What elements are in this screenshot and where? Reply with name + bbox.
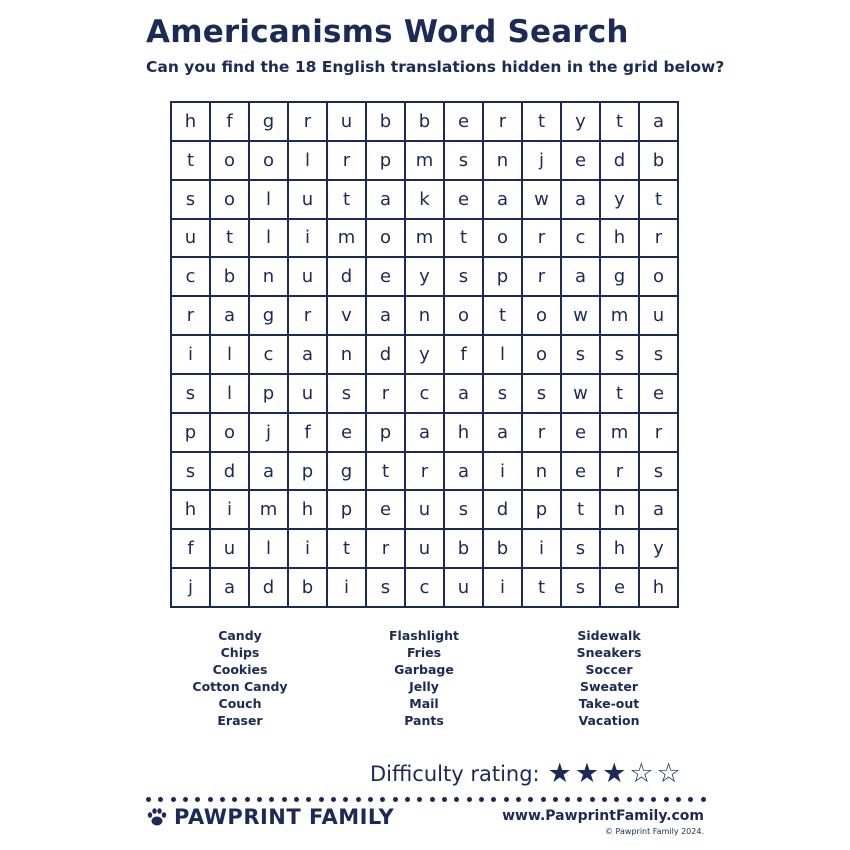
divider-dot: [602, 797, 607, 802]
grid-cell[interactable]: r: [172, 297, 211, 336]
grid-cell[interactable]: f: [211, 103, 250, 142]
filled-star-icon: ★: [547, 758, 572, 789]
grid-cell[interactable]: i: [484, 453, 523, 492]
divider-dot: [491, 797, 496, 802]
divider-dot: [504, 797, 509, 802]
divider-dot: [417, 797, 422, 802]
grid-cell[interactable]: m: [250, 491, 289, 530]
grid-cell[interactable]: r: [367, 375, 406, 414]
grid-cell[interactable]: s: [562, 530, 601, 569]
divider-dot: [380, 797, 385, 802]
grid-cell[interactable]: a: [445, 453, 484, 492]
divider-dot: [331, 797, 336, 802]
grid-cell[interactable]: b: [406, 103, 445, 142]
grid-cell[interactable]: d: [211, 453, 250, 492]
divider-dot: [319, 797, 324, 802]
filled-star-icon: ★: [602, 758, 627, 789]
divider-dot: [516, 797, 521, 802]
word-list-item: Chips: [220, 645, 260, 660]
grid-cell[interactable]: e: [445, 181, 484, 220]
grid-cell[interactable]: t: [601, 103, 640, 142]
word-list-item: Garbage: [394, 662, 454, 677]
divider-dot: [701, 797, 706, 802]
word-search-grid: [170, 101, 679, 608]
grid-cell[interactable]: u: [406, 530, 445, 569]
grid-cell[interactable]: d: [328, 258, 367, 297]
grid-cell[interactable]: m: [406, 220, 445, 259]
grid-cell[interactable]: a: [289, 336, 328, 375]
grid-cell[interactable]: g: [250, 297, 289, 336]
page-subtitle: Can you find the 18 English translations hidden in the grid below?: [146, 58, 725, 76]
grid-cell[interactable]: d: [601, 142, 640, 181]
grid-cell[interactable]: a: [445, 375, 484, 414]
grid-cell[interactable]: e: [367, 491, 406, 530]
grid-cell[interactable]: t: [523, 103, 562, 142]
grid-cell[interactable]: i: [289, 220, 328, 259]
grid-cell[interactable]: j: [523, 142, 562, 181]
divider-dot: [614, 797, 619, 802]
logo-text: PAWPRINT FAMILY: [174, 805, 395, 829]
word-list-item: Candy: [218, 628, 262, 643]
empty-star-icon: ☆: [629, 758, 654, 789]
divider-dot: [553, 797, 558, 802]
grid-cell[interactable]: r: [523, 414, 562, 453]
grid-cell[interactable]: a: [406, 414, 445, 453]
grid-cell[interactable]: a: [367, 181, 406, 220]
grid-cell[interactable]: g: [328, 453, 367, 492]
grid-cell[interactable]: t: [211, 220, 250, 259]
grid-cell[interactable]: a: [484, 181, 523, 220]
grid-cell[interactable]: j: [250, 414, 289, 453]
word-list-item: Take-out: [578, 696, 640, 711]
divider-dot: [232, 797, 237, 802]
divider-dot: [183, 797, 188, 802]
divider-dot: [639, 797, 644, 802]
word-list-item: Couch: [218, 696, 262, 711]
grid-cell[interactable]: a: [640, 491, 679, 530]
word-list-item: Cookies: [212, 662, 268, 677]
grid-cell[interactable]: r: [289, 103, 328, 142]
grid-cell[interactable]: s: [445, 491, 484, 530]
grid-cell[interactable]: w: [562, 297, 601, 336]
grid-cell[interactable]: y: [640, 530, 679, 569]
divider-dot: [577, 797, 582, 802]
grid-cell[interactable]: u: [289, 375, 328, 414]
word-list-item: Sweater: [579, 679, 639, 694]
grid-cell[interactable]: m: [601, 297, 640, 336]
grid-cell[interactable]: b: [289, 569, 328, 608]
grid-cell[interactable]: l: [211, 375, 250, 414]
grid-cell[interactable]: c: [250, 336, 289, 375]
word-list-item: Eraser: [217, 713, 263, 728]
grid-cell[interactable]: m: [328, 220, 367, 259]
empty-star-icon: ☆: [656, 758, 681, 789]
grid-cell[interactable]: t: [328, 530, 367, 569]
grid-cell[interactable]: i: [289, 530, 328, 569]
grid-cell[interactable]: a: [562, 258, 601, 297]
divider-dot: [565, 797, 570, 802]
grid-cell[interactable]: t: [328, 181, 367, 220]
divider-dot: [257, 797, 262, 802]
divider-dot: [171, 797, 176, 802]
grid-cell[interactable]: p: [328, 491, 367, 530]
grid-cell[interactable]: a: [640, 103, 679, 142]
grid-cell[interactable]: r: [523, 220, 562, 259]
grid-cell[interactable]: c: [562, 220, 601, 259]
grid-cell[interactable]: u: [445, 569, 484, 608]
grid-cell[interactable]: s: [601, 336, 640, 375]
grid-cell[interactable]: s: [562, 336, 601, 375]
divider-dot: [220, 797, 225, 802]
divider-dot: [528, 797, 533, 802]
word-list-item: Jelly: [409, 679, 439, 694]
divider-dot: [393, 797, 398, 802]
grid-cell[interactable]: r: [289, 297, 328, 336]
divider-dot: [467, 797, 472, 802]
grid-cell[interactable]: y: [406, 336, 445, 375]
dotted-divider: [146, 794, 706, 804]
grid-cell[interactable]: o: [523, 336, 562, 375]
grid-cell[interactable]: r: [601, 453, 640, 492]
grid-cell[interactable]: u: [289, 181, 328, 220]
word-list-column-1: [160, 627, 320, 729]
grid-cell[interactable]: p: [523, 491, 562, 530]
grid-cell[interactable]: n: [601, 491, 640, 530]
grid-cell[interactable]: l: [250, 530, 289, 569]
grid-cell[interactable]: b: [640, 142, 679, 181]
grid-cell[interactable]: i: [211, 491, 250, 530]
word-list-item: Sidewalk: [577, 628, 641, 643]
grid-cell[interactable]: o: [640, 258, 679, 297]
grid-cell[interactable]: f: [289, 414, 328, 453]
grid-cell[interactable]: r: [640, 414, 679, 453]
grid-cell[interactable]: n: [523, 453, 562, 492]
grid-cell[interactable]: e: [328, 414, 367, 453]
grid-cell[interactable]: e: [445, 103, 484, 142]
grid-cell[interactable]: s: [484, 375, 523, 414]
grid-cell[interactable]: n: [328, 336, 367, 375]
grid-cell[interactable]: s: [640, 336, 679, 375]
grid-cell[interactable]: t: [562, 491, 601, 530]
word-list-column-3: [529, 627, 689, 729]
grid-cell[interactable]: r: [367, 530, 406, 569]
grid-cell[interactable]: s: [172, 375, 211, 414]
divider-dot: [676, 797, 681, 802]
grid-cell[interactable]: t: [367, 453, 406, 492]
divider-dot: [454, 797, 459, 802]
grid-cell[interactable]: w: [523, 181, 562, 220]
grid-cell[interactable]: n: [484, 142, 523, 181]
grid-cell[interactable]: s: [328, 375, 367, 414]
divider-dot: [627, 797, 632, 802]
word-list-column-2: [344, 627, 504, 729]
grid-cell[interactable]: o: [523, 297, 562, 336]
grid-cell[interactable]: b: [211, 258, 250, 297]
grid-cell[interactable]: r: [640, 220, 679, 259]
divider-dot: [541, 797, 546, 802]
divider-dot: [245, 797, 250, 802]
divider-dot: [306, 797, 311, 802]
word-list-item: Vacation: [578, 713, 640, 728]
grid-cell[interactable]: r: [328, 142, 367, 181]
grid-cell[interactable]: f: [445, 336, 484, 375]
grid-cell[interactable]: u: [640, 297, 679, 336]
grid-cell[interactable]: b: [445, 530, 484, 569]
grid-cell[interactable]: l: [250, 220, 289, 259]
word-list-item: Mail: [409, 696, 439, 711]
divider-dot: [269, 797, 274, 802]
word-list-item: Cotton Candy: [192, 679, 288, 694]
grid-cell[interactable]: t: [601, 375, 640, 414]
grid-cell[interactable]: a: [367, 297, 406, 336]
grid-cell[interactable]: t: [640, 181, 679, 220]
grid-cell[interactable]: b: [484, 530, 523, 569]
grid-cell[interactable]: t: [172, 142, 211, 181]
grid-cell[interactable]: u: [328, 103, 367, 142]
grid-cell[interactable]: i: [523, 530, 562, 569]
grid-cell[interactable]: h: [289, 491, 328, 530]
grid-cell[interactable]: p: [367, 142, 406, 181]
grid-cell[interactable]: v: [328, 297, 367, 336]
difficulty-label: Difficulty rating:: [370, 761, 540, 786]
grid-cell[interactable]: l: [211, 336, 250, 375]
grid-cell[interactable]: a: [562, 181, 601, 220]
grid-cell[interactable]: j: [172, 569, 211, 608]
grid-cell[interactable]: m: [601, 414, 640, 453]
word-list-item: Flashlight: [389, 628, 459, 643]
grid-cell[interactable]: b: [367, 103, 406, 142]
divider-dot: [158, 797, 163, 802]
grid-cell[interactable]: k: [406, 181, 445, 220]
grid-cell[interactable]: u: [406, 491, 445, 530]
grid-cell[interactable]: s: [367, 569, 406, 608]
word-list-item: Fries: [406, 645, 442, 660]
grid-cell[interactable]: e: [601, 569, 640, 608]
grid-cell[interactable]: d: [484, 491, 523, 530]
grid-cell[interactable]: s: [172, 453, 211, 492]
grid-cell[interactable]: a: [211, 297, 250, 336]
grid-cell[interactable]: h: [601, 220, 640, 259]
word-list-item: Soccer: [585, 662, 633, 677]
divider-dot: [356, 797, 361, 802]
website-link[interactable]: www.PawprintFamily.com: [502, 808, 704, 824]
grid-cell[interactable]: d: [250, 569, 289, 608]
grid-cell[interactable]: a: [484, 414, 523, 453]
grid-cell[interactable]: l: [289, 142, 328, 181]
divider-dot: [664, 797, 669, 802]
grid-cell[interactable]: c: [406, 375, 445, 414]
grid-cell[interactable]: a: [250, 453, 289, 492]
grid-cell[interactable]: l: [484, 336, 523, 375]
grid-cell[interactable]: u: [289, 258, 328, 297]
grid-cell[interactable]: s: [640, 453, 679, 492]
divider-dot: [430, 797, 435, 802]
grid-cell[interactable]: s: [562, 569, 601, 608]
grid-cell[interactable]: c: [406, 569, 445, 608]
divider-dot: [294, 797, 299, 802]
difficulty-rating: [370, 760, 684, 787]
grid-cell[interactable]: n: [250, 258, 289, 297]
grid-cell[interactable]: o: [367, 220, 406, 259]
divider-dot: [343, 797, 348, 802]
grid-cell[interactable]: s: [445, 142, 484, 181]
paw-icon: [146, 806, 168, 828]
grid-cell[interactable]: h: [445, 414, 484, 453]
difficulty-stars: [548, 760, 684, 787]
grid-cell[interactable]: p: [367, 414, 406, 453]
grid-cell[interactable]: n: [406, 297, 445, 336]
page-title: Americanisms Word Search: [146, 14, 629, 50]
grid-cell[interactable]: p: [289, 453, 328, 492]
grid-cell[interactable]: y: [406, 258, 445, 297]
grid-cell[interactable]: o: [250, 142, 289, 181]
brand-logo: [146, 805, 394, 829]
grid-cell[interactable]: h: [172, 491, 211, 530]
divider-dot: [146, 797, 151, 802]
grid-cell[interactable]: m: [406, 142, 445, 181]
grid-cell[interactable]: h: [172, 103, 211, 142]
grid-cell[interactable]: s: [172, 181, 211, 220]
grid-cell[interactable]: t: [484, 297, 523, 336]
grid-cell[interactable]: t: [523, 569, 562, 608]
divider-dot: [479, 797, 484, 802]
grid-cell[interactable]: e: [367, 258, 406, 297]
grid-cell[interactable]: p: [172, 414, 211, 453]
grid-cell[interactable]: i: [172, 336, 211, 375]
divider-dot: [282, 797, 287, 802]
grid-cell[interactable]: y: [601, 181, 640, 220]
filled-star-icon: ★: [574, 758, 600, 789]
divider-dot: [590, 797, 595, 802]
grid-cell[interactable]: w: [562, 375, 601, 414]
grid-cell[interactable]: o: [484, 220, 523, 259]
grid-cell[interactable]: p: [484, 258, 523, 297]
grid-cell[interactable]: f: [172, 530, 211, 569]
grid-cell[interactable]: o: [211, 181, 250, 220]
grid-cell[interactable]: h: [640, 569, 679, 608]
grid-cell[interactable]: e: [562, 414, 601, 453]
grid-cell[interactable]: o: [445, 297, 484, 336]
grid-cell[interactable]: e: [562, 453, 601, 492]
grid-cell[interactable]: a: [211, 569, 250, 608]
grid-cell[interactable]: i: [328, 569, 367, 608]
word-list-item: Pants: [404, 713, 444, 728]
grid-cell[interactable]: h: [601, 530, 640, 569]
grid-cell[interactable]: t: [445, 220, 484, 259]
divider-dot: [208, 797, 213, 802]
divider-dot: [651, 797, 656, 802]
grid-cell[interactable]: s: [445, 258, 484, 297]
grid-cell[interactable]: u: [172, 220, 211, 259]
divider-dot: [195, 797, 200, 802]
grid-cell[interactable]: r: [484, 103, 523, 142]
copyright-notice: © Pawprint Family 2024.: [605, 827, 704, 836]
grid-cell[interactable]: s: [523, 375, 562, 414]
grid-cell[interactable]: y: [562, 103, 601, 142]
grid-cell[interactable]: o: [211, 414, 250, 453]
divider-dot: [442, 797, 447, 802]
grid-cell[interactable]: l: [250, 181, 289, 220]
grid-cell[interactable]: r: [523, 258, 562, 297]
grid-cell[interactable]: g: [250, 103, 289, 142]
grid-cell[interactable]: i: [484, 569, 523, 608]
grid-cell[interactable]: d: [367, 336, 406, 375]
grid-cell[interactable]: e: [562, 142, 601, 181]
grid-cell[interactable]: c: [172, 258, 211, 297]
divider-dot: [368, 797, 373, 802]
grid-cell[interactable]: o: [211, 142, 250, 181]
grid-cell[interactable]: g: [601, 258, 640, 297]
grid-cell[interactable]: e: [640, 375, 679, 414]
divider-dot: [688, 797, 693, 802]
grid-cell[interactable]: p: [250, 375, 289, 414]
grid-cell[interactable]: u: [211, 530, 250, 569]
divider-dot: [405, 797, 410, 802]
word-list-item: Sneakers: [576, 645, 642, 660]
grid-cell[interactable]: r: [406, 453, 445, 492]
